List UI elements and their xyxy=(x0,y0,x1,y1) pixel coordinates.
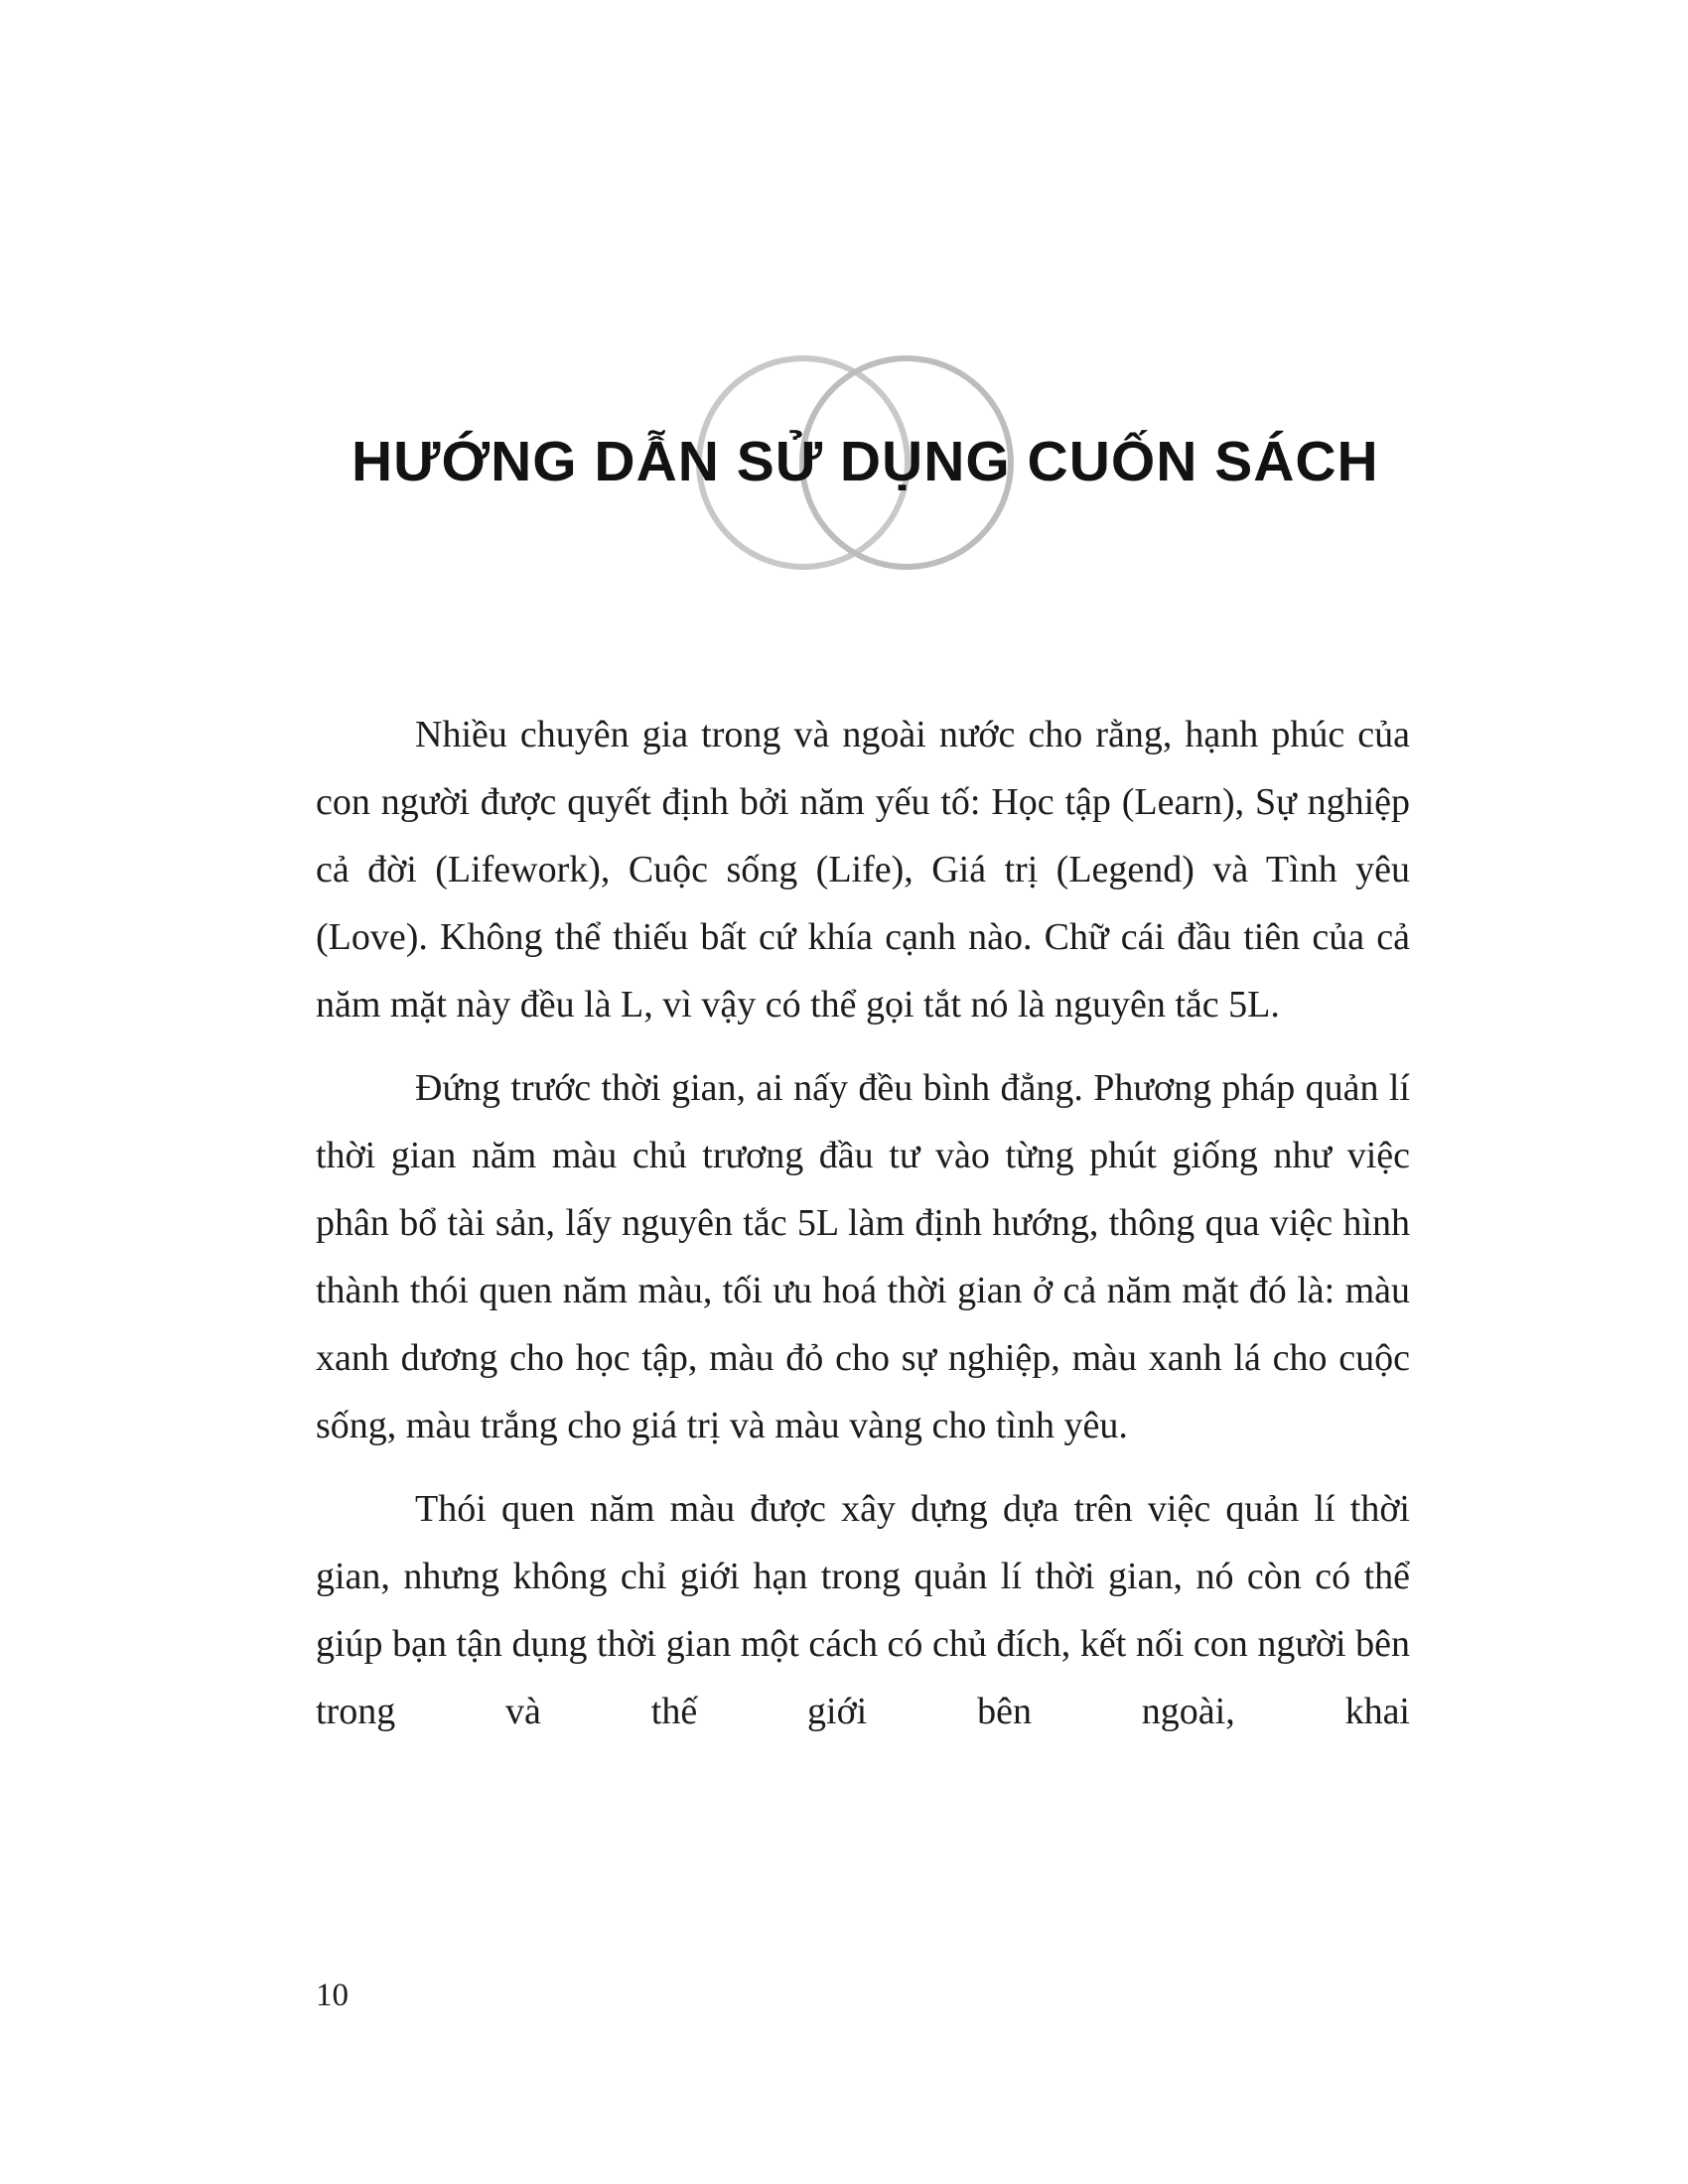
page-number: 10 xyxy=(316,1978,349,2013)
body-text xyxy=(316,701,1410,1761)
chapter-header xyxy=(0,347,1688,596)
paragraph-1: Nhiều chuyên gia trong và ngoài nước cho rằng, hạnh phúc của con người được quyết định bởi năm yếu tố: Học tập (Learn), Sự nghiệp cả đời (Lifework), Cuộc sống (Life), Giá trị (Legend) và Tình yêu (Love). Không thể thiếu bất cứ khía cạnh nào. Chữ cái đầu tiên của cả năm mặt này đều là L, vì vậy có thể gọi tắt nó là nguyên tắc 5L. xyxy=(316,714,1410,1025)
chapter-title: HƯỚNG DẪN SỬ DỤNG CUỐN SÁCH xyxy=(352,430,1379,493)
paragraph-2: Đứng trước thời gian, ai nấy đều bình đẳng. Phương pháp quản lí thời gian năm màu chủ trương đầu tư vào từng phút giống như việc phân bổ tài sản, lấy nguyên tắc 5L làm định hướng, thông qua việc hình thành thói quen năm màu, tối ưu hoá thời gian ở cả năm mặt đó là: màu xanh dương cho học tập, màu đỏ cho sự nghiệp, màu xanh lá cho cuộc sống, màu trắng cho giá trị và màu vàng cho tình yêu. xyxy=(316,1067,1410,1446)
page-footer xyxy=(316,1978,349,2014)
paragraph-3: Thói quen năm màu được xây dựng dựa trên việc quản lí thời gian, nhưng không chỉ giới hạn trong quản lí thời gian, nó còn có thể giúp bạn tận dụng thời gian một cách có chủ đích, kết nối con người bên trong và thế giới bên ngoài, khai xyxy=(316,1488,1410,1732)
